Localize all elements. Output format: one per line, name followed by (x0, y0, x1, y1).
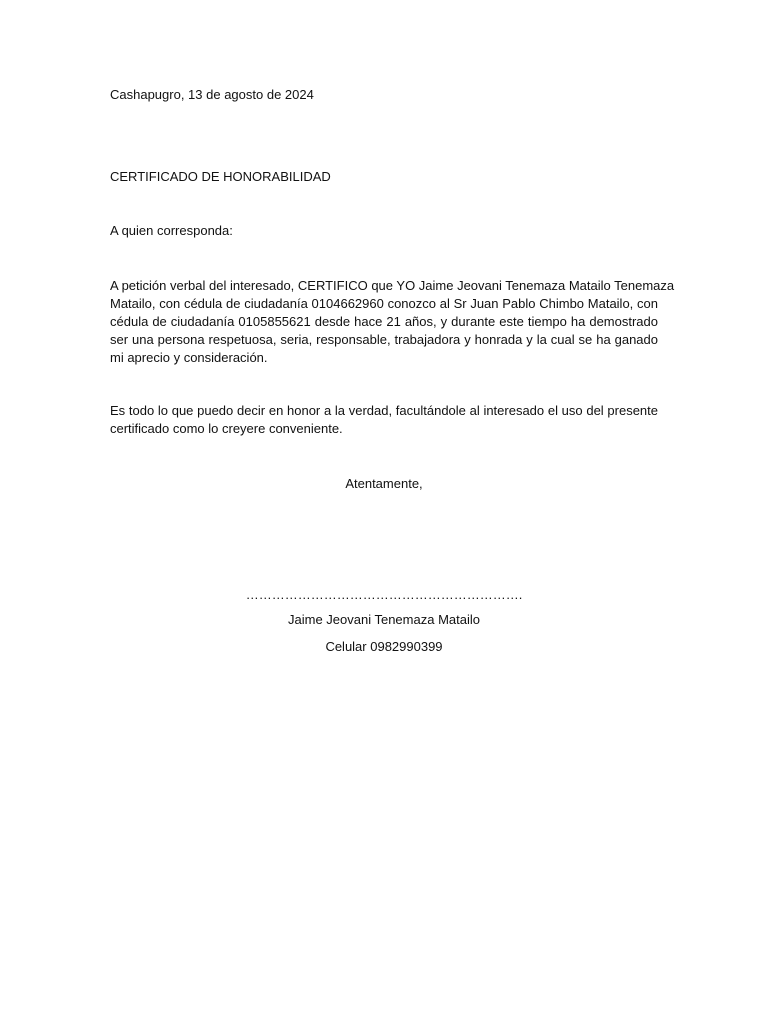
signer-name: Jaime Jeovani Tenemaza Matailo (288, 612, 480, 627)
signer-phone: Celular 0982990399 (325, 639, 443, 654)
paragraph-line: Es todo lo que puedo decir en honor a la verdad, facultándole al interesado el uso del presente (110, 403, 658, 418)
paragraph-line: mi aprecio y consideración. (110, 350, 268, 365)
paragraph-line: certificado como lo creyere conveniente. (110, 421, 343, 436)
document-title: CERTIFICADO DE HONORABILIDAD (110, 169, 331, 184)
paragraph-line: Matailo, con cédula de ciudadanía 0104662960 conozco al Sr Juan Pablo Chimbo Matailo, con (110, 296, 658, 311)
salutation: A quien corresponda: (110, 223, 233, 238)
closing: Atentamente, (345, 476, 423, 491)
paragraph-line: A petición verbal del interesado, CERTIFICO que YO Jaime Jeovani Tenemaza Matailo Tenemaza (110, 278, 675, 293)
signature-line: ………………………………………………………. (245, 587, 523, 602)
paragraph-line: cédula de ciudadanía 0105855621 desde hace 21 años, y durante este tiempo ha demostrado (110, 314, 658, 329)
body-paragraph-1 (110, 277, 675, 367)
paragraph-line: ser una persona respetuosa, seria, responsable, trabajadora y honrada y la cual se ha ganado (110, 332, 658, 347)
body-paragraph-2 (110, 402, 658, 438)
place-date: Cashapugro, 13 de agosto de 2024 (110, 87, 314, 102)
